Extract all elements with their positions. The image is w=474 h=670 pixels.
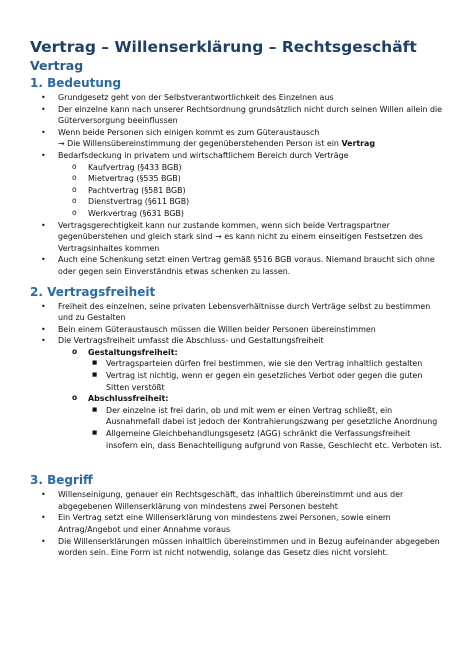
detail-item: ■ Allgemeine Gleichbehandlungsgesetz (AGG) schränkt die Verfassungsfreiheit insofern ein, dass Benachteiligung aufgrund von Rasse, Geschlecht etc. Verboten ist. [78, 428, 444, 451]
bullet-list [30, 301, 444, 452]
list-item [30, 220, 444, 255]
arrow-right-icon: → [215, 232, 222, 242]
list-item: • Freiheit des einzelnen, seine privaten Lebensverhältnisse durch Verträge selbst zu bestimmen und zu Gestalten [30, 301, 444, 324]
list-item-text: Bedarfsdeckung in privatem und wirtschaftlichem Bereich durch Verträge [58, 150, 349, 160]
detail-item: ■ Der einzelne ist frei darin, ob und mit wem er einen Vertrag schließt, ein Ausnahmefall dabei ist jedoch der Kontrahierungszwang per gesetzliche Anordnung [78, 405, 444, 428]
list-item: • Ein Vertrag setzt eine Willenserklärung von mindestens zwei Personen, sowie einem Antrag/Angebot und einer Annahme voraus [30, 512, 444, 535]
list-item-text: es kann nicht zu einem einseitigen Festsetzen des Vertragsinhaltes kommen [58, 232, 423, 253]
contract-type-item: o Pachtvertrag (§581 BGB) [60, 185, 444, 197]
sub-list-item [60, 393, 444, 451]
section-heading-vertragsfreiheit: 2. Vertragsfreiheit [30, 284, 156, 299]
section-bedeutung [30, 76, 444, 278]
arrow-right-icon: → [58, 139, 65, 149]
section-vertragsfreiheit [30, 285, 444, 452]
detail-item: ■ Vertrag ist nichtig, wenn er gegen ein gesetzliches Verbot oder gegen die guten Sitten verstößt [78, 370, 444, 393]
list-item [30, 150, 444, 220]
section-heading-begriff: 3. Begriff [30, 473, 93, 488]
list-item [30, 335, 444, 451]
document-subtitle: Vertrag [30, 58, 84, 73]
list-item-text: Wenn beide Personen sich einigen kommt es zum Güteraustausch [58, 127, 320, 137]
contract-type-item: o Werkvertrag (§631 BGB) [60, 208, 444, 220]
list-item: • Bein einem Güteraustausch müssen die Willen beider Personen übereinstimmen [30, 324, 444, 336]
freedom-types-list [60, 347, 444, 451]
detail-item: ■ Vertragsparteien dürfen frei bestimmen, wie sie den Vertrag inhaltlich gestalten [78, 358, 444, 370]
section-begriff [30, 473, 444, 559]
abschlussfreiheit-list [88, 405, 444, 451]
list-item: • Willenseinigung, genauer ein Rechtsgeschäft, das inhaltlich übereinstimmt und aus der abgegebenen Willenserklärung von mindestens zwei Personen besteht [30, 489, 444, 512]
list-item: • Grundgesetz geht von der Selbstverantwortlichkeit des Einzelnen aus [30, 92, 444, 104]
list-item-text: Vertragsgerechtigkeit kann nur zustande kommen, wenn sich beide Vertragspartner gegenüberstehen und gleich stark sind [58, 220, 390, 242]
bold-term: Vertrag [341, 139, 376, 149]
list-item-text: Die Vertragsfreiheit umfasst die Abschluss- und Gestaltungsfreiheit [58, 336, 324, 346]
gestaltungsfreiheit-label: Gestaltungsfreiheit: [88, 347, 178, 357]
bullet-list [30, 92, 444, 278]
sub-list-item [60, 347, 444, 393]
section-heading-bedeutung: 1. Bedeutung [30, 76, 122, 90]
list-item-text: Die Willensübereinstimmung der gegenüberstehenden Person ist ein [67, 139, 339, 149]
contract-type-item: o Dienstvertrag (§611 BGB) [60, 196, 444, 208]
list-item: • Auch eine Schenkung setzt einen Vertrag gemäß §516 BGB voraus. Niemand braucht sich ohne oder gegen sein Einverständnis etwas schenken zu lassen. [30, 254, 444, 277]
abschlussfreiheit-label: Abschlussfreiheit: [88, 394, 169, 404]
list-item: • Die Willenserklärungen müssen inhaltlich übereinstimmen und in Bezug aufeinander abgegeben worden sein. Eine Form ist nicht notwendig, solange das Gesetz dies nicht vorsieht. [30, 536, 444, 559]
document-title: Vertrag – Willenserklärung – Rechtsgeschäft [30, 38, 417, 56]
gestaltungsfreiheit-list [88, 358, 444, 393]
contract-type-item: o Kaufvertrag (§433 BGB) [60, 162, 444, 174]
bullet-list [30, 489, 444, 559]
contract-type-item: o Mietvertrag (§535 BGB) [60, 173, 444, 185]
list-item [30, 127, 444, 150]
contract-types-list [60, 162, 444, 220]
list-item: • Der einzelne kann nach unserer Rechtsordnung grundsätzlich nicht durch seinen Willen allein die Güterversorgung beeinflussen [30, 104, 444, 127]
